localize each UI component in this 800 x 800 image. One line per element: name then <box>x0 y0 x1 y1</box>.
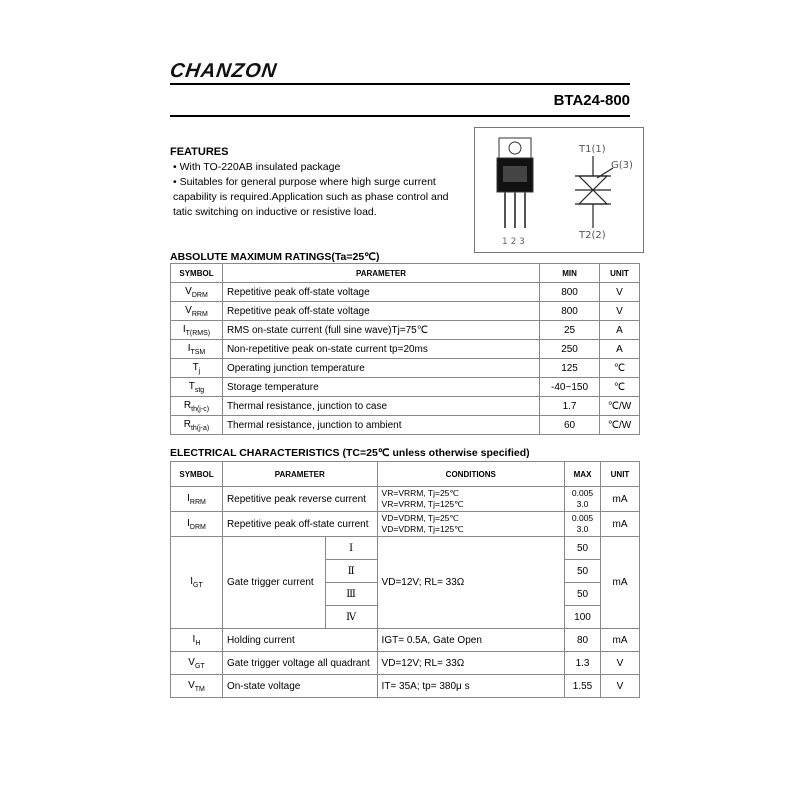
unit-cell: ℃/W <box>600 397 640 416</box>
param-cell: Thermal resistance, junction to ambient <box>222 416 539 435</box>
param-cell: Repetitive peak reverse current <box>222 487 377 512</box>
symbol-cell: $V_{TM}$ <box>171 675 223 698</box>
cond-cell: VR=VRRM, Tj=25℃ VR=VRRM, Tj=125℃ <box>377 487 564 512</box>
min-cell: 800 <box>540 302 600 321</box>
table-row <box>171 302 640 321</box>
col-header: MAX <box>565 462 601 487</box>
cond-cell: VD=VDRM, Tj=25℃ VD=VDRM, Tj=125℃ <box>377 512 564 537</box>
table-row <box>171 283 640 302</box>
max-cell: 0.005 3.0 <box>565 487 601 512</box>
brand-logo: CHANZON <box>168 60 279 82</box>
min-cell: 1.7 <box>540 397 600 416</box>
symbol-cell: $V_{RRM}$ <box>171 302 223 321</box>
col-header: UNIT <box>601 462 640 487</box>
col-header: SYMBOL <box>171 462 223 487</box>
quadrant-cell: Ⅰ <box>325 537 377 560</box>
unit-cell: V <box>600 283 640 302</box>
cond-cell: IGT= 0.5A, Gate Open <box>377 629 564 652</box>
cond-cell: VD=12V; RL= 33Ω <box>377 537 564 629</box>
unit-cell: V <box>600 302 640 321</box>
param-cell: Operating junction temperature <box>222 359 539 378</box>
t2-label: T2(2) <box>579 230 606 241</box>
abs-max-title: ABSOLUTE MAXIMUM RATINGS(Ta=25℃) <box>170 251 380 263</box>
unit-cell: mA <box>601 629 640 652</box>
param-cell: Holding current <box>222 629 377 652</box>
elec-table <box>170 461 640 698</box>
cond-cell: VD=12V; RL= 33Ω <box>377 652 564 675</box>
col-header: CONDITIONS <box>377 462 564 487</box>
table-row <box>171 675 640 698</box>
symbol-cell: $I_{GT}$ <box>171 537 223 629</box>
col-header: MIN <box>540 264 600 283</box>
unit-cell: ℃/W <box>600 416 640 435</box>
quadrant-cell: Ⅲ <box>325 583 377 606</box>
min-cell: 60 <box>540 416 600 435</box>
table-header-row <box>171 264 640 283</box>
unit-cell: V <box>601 652 640 675</box>
unit-cell: A <box>600 321 640 340</box>
min-cell: 125 <box>540 359 600 378</box>
to220-package-icon <box>475 128 643 252</box>
table-header-row <box>171 462 640 487</box>
symbol-cell: $I_{RRM}$ <box>171 487 223 512</box>
symbol-cell: $V_{DRM}$ <box>171 283 223 302</box>
elec-title: ELECTRICAL CHARACTERISTICS (TC=25℃ unless otherwise specified) <box>170 447 530 459</box>
quadrant-cell: Ⅱ <box>325 560 377 583</box>
unit-cell: V <box>601 675 640 698</box>
feature-line: capability is required.Application such as phase control and <box>173 191 449 203</box>
max-cell: 80 <box>565 629 601 652</box>
table-row <box>171 487 640 512</box>
symbol-cell: $V_{GT}$ <box>171 652 223 675</box>
param-cell: Gate trigger current <box>222 537 325 629</box>
param-cell: Repetitive peak off-state voltage <box>222 283 539 302</box>
feature-line: • With TO-220AB insulated package <box>173 161 341 173</box>
param-cell: Repetitive peak off-state voltage <box>222 302 539 321</box>
package-diagram <box>474 127 644 253</box>
param-cell: RMS on-state current (full sine wave)Tj=75℃ <box>222 321 539 340</box>
col-header: PARAMETER <box>222 264 539 283</box>
table-row <box>171 652 640 675</box>
part-number: BTA24-800 <box>553 92 630 109</box>
g-label: G(3) <box>611 160 633 171</box>
table-row <box>171 629 640 652</box>
table-row <box>171 397 640 416</box>
col-header: UNIT <box>600 264 640 283</box>
max-cell: 1.55 <box>565 675 601 698</box>
table-row <box>171 416 640 435</box>
max-cell: 50 <box>565 560 601 583</box>
part-rule <box>170 115 630 117</box>
feature-line: tatic switching on inductive or resistive load. <box>173 206 377 218</box>
symbol-cell: $I_{TSM}$ <box>171 340 223 359</box>
symbol-cell: $I_{DRM}$ <box>171 512 223 537</box>
quadrant-cell: Ⅳ <box>325 606 377 629</box>
symbol-cell: $T_{stg}$ <box>171 378 223 397</box>
max-cell: 50 <box>565 583 601 606</box>
symbol-cell: $I_{T(RMS)}$ <box>171 321 223 340</box>
col-header: PARAMETER <box>222 462 377 487</box>
header-rule <box>170 83 630 85</box>
min-cell: -40~150 <box>540 378 600 397</box>
min-cell: 25 <box>540 321 600 340</box>
max-cell: 1.3 <box>565 652 601 675</box>
symbol-cell: $R_{th(j-a)}$ <box>171 416 223 435</box>
param-cell: Non-repetitive peak on-state current tp=20ms <box>222 340 539 359</box>
pin-numbers: 1 2 3 <box>502 237 525 247</box>
param-cell: Gate trigger voltage all quadrant <box>222 652 377 675</box>
symbol-cell: $I_H$ <box>171 629 223 652</box>
col-header: SYMBOL <box>171 264 223 283</box>
param-cell: On-state voltage <box>222 675 377 698</box>
features-title: FEATURES <box>170 146 229 158</box>
unit-cell: ℃ <box>600 378 640 397</box>
symbol-cell: $R_{th(j-c)}$ <box>171 397 223 416</box>
max-cell: 50 <box>565 537 601 560</box>
abs-max-table <box>170 263 640 435</box>
feature-line: • Suitables for general purpose where high surge current <box>173 176 436 188</box>
table-row <box>171 378 640 397</box>
max-cell: 100 <box>565 606 601 629</box>
table-row <box>171 359 640 378</box>
table-row <box>171 340 640 359</box>
param-cell: Repetitive peak off-state current <box>222 512 377 537</box>
unit-cell: ℃ <box>600 359 640 378</box>
unit-cell: mA <box>601 537 640 629</box>
table-row <box>171 512 640 537</box>
table-row <box>171 321 640 340</box>
t1-label: T1(1) <box>579 144 606 155</box>
max-cell: 0.005 3.0 <box>565 512 601 537</box>
unit-cell: A <box>600 340 640 359</box>
symbol-cell: $T_j$ <box>171 359 223 378</box>
param-cell: Storage temperature <box>222 378 539 397</box>
table-row <box>171 537 640 560</box>
unit-cell: mA <box>601 487 640 512</box>
min-cell: 800 <box>540 283 600 302</box>
min-cell: 250 <box>540 340 600 359</box>
unit-cell: mA <box>601 512 640 537</box>
cond-cell: IT= 35A; tp= 380μ s <box>377 675 564 698</box>
param-cell: Thermal resistance, junction to case <box>222 397 539 416</box>
